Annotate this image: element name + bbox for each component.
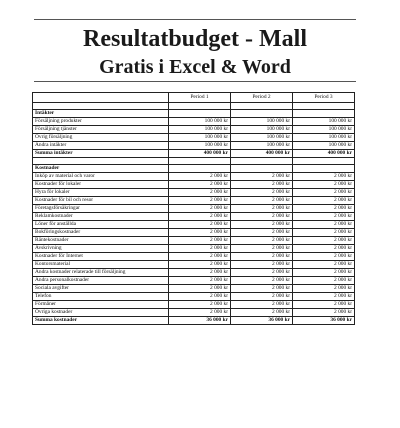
row-label: Kostnader för Internet (33, 253, 169, 261)
row-value-period-3: 2 000 kr (293, 301, 355, 309)
section-heading-row (33, 110, 355, 118)
row-value-period-2: 2 000 kr (231, 197, 293, 205)
row-value-period-2: 100 000 kr (231, 118, 293, 126)
row-label: Kostnader för bil och resor (33, 197, 169, 205)
row-value-period-3: 2 000 kr (293, 197, 355, 205)
row-value-period-1: 2 000 kr (169, 269, 231, 277)
row-value-period-1: 2 000 kr (169, 237, 231, 245)
budget-table (32, 92, 355, 325)
row-value-period-2: 400 000 kr (231, 150, 293, 158)
spacer-cell (231, 103, 293, 110)
row-value-period-3: 2 000 kr (293, 237, 355, 245)
row-value-period-3: 2 000 kr (293, 309, 355, 317)
empty-cell (169, 110, 231, 118)
row-label: Hyra för lokaler (33, 189, 169, 197)
table-row (33, 142, 355, 150)
total-row (33, 150, 355, 158)
table-row (33, 213, 355, 221)
row-value-period-3: 2 000 kr (293, 189, 355, 197)
row-value-period-2: 2 000 kr (231, 237, 293, 245)
row-value-period-2: 2 000 kr (231, 229, 293, 237)
spacer-cell (293, 158, 355, 165)
row-value-period-3: 2 000 kr (293, 205, 355, 213)
table-row (33, 293, 355, 301)
row-label: Löner för anställda (33, 221, 169, 229)
row-value-period-1: 2 000 kr (169, 205, 231, 213)
row-value-period-2: 2 000 kr (231, 301, 293, 309)
row-value-period-2: 2 000 kr (231, 173, 293, 181)
title-divider (34, 81, 356, 82)
spacer-cell (33, 158, 169, 165)
table-row (33, 197, 355, 205)
row-value-period-3: 2 000 kr (293, 293, 355, 301)
row-value-period-2: 2 000 kr (231, 213, 293, 221)
row-value-period-3: 100 000 kr (293, 142, 355, 150)
row-value-period-3: 2 000 kr (293, 261, 355, 269)
header-cell-period-2: Period 2 (231, 93, 293, 103)
table-row (33, 301, 355, 309)
row-value-period-2: 2 000 kr (231, 181, 293, 189)
row-value-period-1: 36 000 kr (169, 317, 231, 325)
table-row (33, 229, 355, 237)
header-cell-period-1: Period 1 (169, 93, 231, 103)
row-value-period-2: 2 000 kr (231, 245, 293, 253)
row-value-period-1: 2 000 kr (169, 261, 231, 269)
row-value-period-2: 2 000 kr (231, 261, 293, 269)
row-value-period-3: 2 000 kr (293, 221, 355, 229)
row-label: Bokföringskostnader (33, 229, 169, 237)
table-row (33, 181, 355, 189)
table-row (33, 205, 355, 213)
row-value-period-2: 2 000 kr (231, 277, 293, 285)
total-row (33, 317, 355, 325)
row-label: Summa intäkter (33, 150, 169, 158)
header-row (33, 93, 355, 103)
table-row (33, 261, 355, 269)
row-label: Andra intäkter (33, 142, 169, 150)
row-value-period-1: 2 000 kr (169, 221, 231, 229)
row-value-period-3: 2 000 kr (293, 229, 355, 237)
row-value-period-2: 2 000 kr (231, 221, 293, 229)
row-value-period-3: 2 000 kr (293, 269, 355, 277)
row-value-period-1: 2 000 kr (169, 213, 231, 221)
row-label: Företagsförsäkringar (33, 205, 169, 213)
spacer-cell (169, 158, 231, 165)
row-label: Sociala avgifter (33, 285, 169, 293)
row-label: Övrig försäljning (33, 134, 169, 142)
spacer-cell (293, 103, 355, 110)
empty-cell (293, 110, 355, 118)
spacer-cell (169, 103, 231, 110)
row-value-period-2: 2 000 kr (231, 293, 293, 301)
row-label: Försäljning tjänster (33, 126, 169, 134)
header-cell-period-3: Period 3 (293, 93, 355, 103)
row-label: Reklamkostnader (33, 213, 169, 221)
row-label: Avskrivning (33, 245, 169, 253)
row-label: Inköp av material och varor (33, 173, 169, 181)
row-value-period-2: 100 000 kr (231, 142, 293, 150)
spacer-cell (33, 103, 169, 110)
row-value-period-3: 2 000 kr (293, 277, 355, 285)
row-value-period-2: 100 000 kr (231, 134, 293, 142)
row-value-period-2: 2 000 kr (231, 309, 293, 317)
spacer-row (33, 158, 355, 165)
section-heading: Intäkter (33, 110, 169, 118)
table-row (33, 245, 355, 253)
table-row (33, 253, 355, 261)
row-value-period-1: 2 000 kr (169, 301, 231, 309)
row-value-period-1: 2 000 kr (169, 197, 231, 205)
header-cell-label (33, 93, 169, 103)
row-value-period-2: 2 000 kr (231, 189, 293, 197)
row-value-period-1: 400 000 kr (169, 150, 231, 158)
empty-cell (169, 165, 231, 173)
empty-cell (231, 165, 293, 173)
row-value-period-1: 2 000 kr (169, 229, 231, 237)
row-label: Kostnader för lokaler (33, 181, 169, 189)
spacer-row (33, 103, 355, 110)
spacer-cell (231, 158, 293, 165)
row-label: Försäljning produkter (33, 118, 169, 126)
budget-body (33, 103, 355, 325)
row-value-period-2: 36 000 kr (231, 317, 293, 325)
row-label: Räntekostnader (33, 237, 169, 245)
table-row (33, 277, 355, 285)
table-row (33, 237, 355, 245)
table-row (33, 189, 355, 197)
row-value-period-1: 2 000 kr (169, 285, 231, 293)
table-row (33, 118, 355, 126)
row-value-period-3: 400 000 kr (293, 150, 355, 158)
table-row (33, 269, 355, 277)
row-value-period-1: 100 000 kr (169, 118, 231, 126)
row-label: Förmåner (33, 301, 169, 309)
row-value-period-3: 2 000 kr (293, 253, 355, 261)
page-title: Resultatbudget - Mall (83, 26, 307, 52)
row-value-period-2: 2 000 kr (231, 269, 293, 277)
row-value-period-3: 2 000 kr (293, 245, 355, 253)
row-value-period-2: 2 000 kr (231, 205, 293, 213)
row-value-period-1: 2 000 kr (169, 181, 231, 189)
row-value-period-3: 2 000 kr (293, 285, 355, 293)
row-value-period-1: 100 000 kr (169, 142, 231, 150)
row-value-period-3: 2 000 kr (293, 213, 355, 221)
section-heading-row (33, 165, 355, 173)
row-value-period-2: 100 000 kr (231, 126, 293, 134)
row-value-period-3: 36 000 kr (293, 317, 355, 325)
row-value-period-1: 2 000 kr (169, 173, 231, 181)
row-value-period-2: 2 000 kr (231, 253, 293, 261)
row-value-period-1: 2 000 kr (169, 253, 231, 261)
row-value-period-3: 100 000 kr (293, 126, 355, 134)
top-divider (34, 19, 356, 20)
section-heading: Kostnader (33, 165, 169, 173)
table-row (33, 309, 355, 317)
table-row (33, 285, 355, 293)
row-label: Andra kostnader relaterade till försäljning (33, 269, 169, 277)
table-row (33, 126, 355, 134)
row-label: Telefon (33, 293, 169, 301)
empty-cell (293, 165, 355, 173)
row-value-period-2: 2 000 kr (231, 285, 293, 293)
row-value-period-1: 2 000 kr (169, 277, 231, 285)
row-value-period-1: 100 000 kr (169, 126, 231, 134)
row-value-period-3: 2 000 kr (293, 173, 355, 181)
row-value-period-1: 2 000 kr (169, 309, 231, 317)
row-label: Kontorsmaterial (33, 261, 169, 269)
row-value-period-3: 100 000 kr (293, 134, 355, 142)
row-label: Summa kostnader (33, 317, 169, 325)
row-value-period-3: 2 000 kr (293, 181, 355, 189)
table-row (33, 221, 355, 229)
row-value-period-3: 100 000 kr (293, 118, 355, 126)
row-label: Övriga kostnader (33, 309, 169, 317)
row-value-period-1: 2 000 kr (169, 245, 231, 253)
row-value-period-1: 2 000 kr (169, 293, 231, 301)
row-value-period-1: 100 000 kr (169, 134, 231, 142)
row-value-period-1: 2 000 kr (169, 189, 231, 197)
table-row (33, 134, 355, 142)
empty-cell (231, 110, 293, 118)
row-label: Andra personalkostnader (33, 277, 169, 285)
page-subtitle: Gratis i Excel & Word (99, 56, 291, 78)
table-row (33, 173, 355, 181)
